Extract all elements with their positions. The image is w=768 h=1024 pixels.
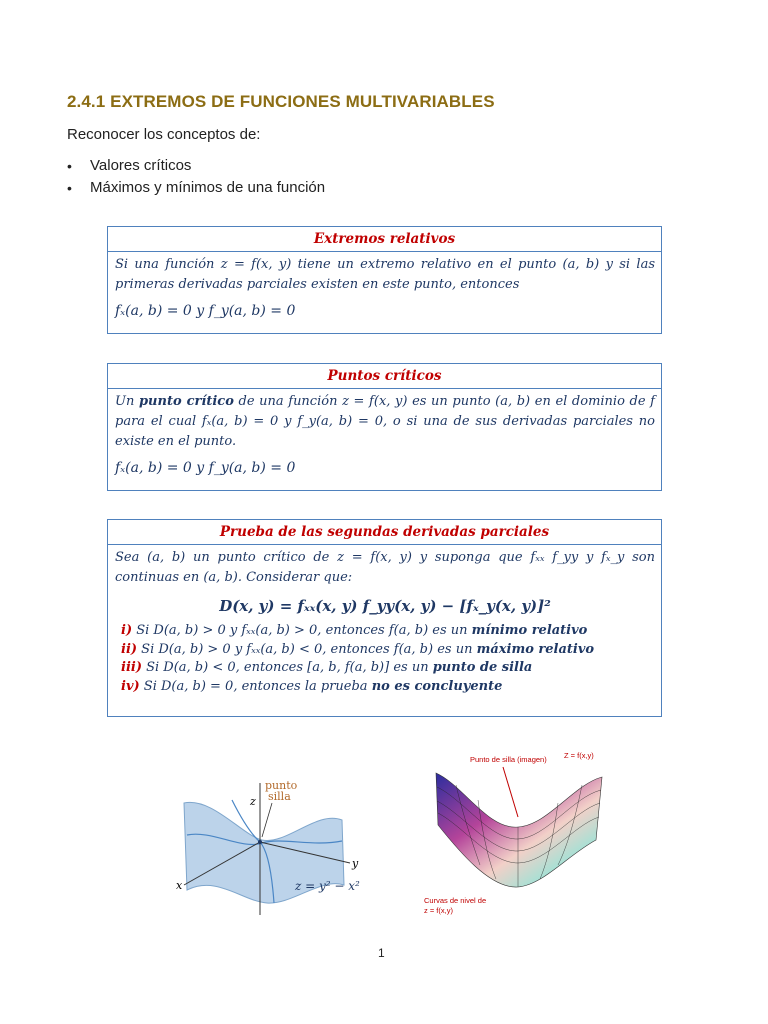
- intro-text: Reconocer los conceptos de:: [67, 126, 261, 143]
- condition-item: ii) Si D(a, b) > 0 y fₓₓ(a, b) < 0, entonces f(a, b) es un máximo relativo: [121, 641, 595, 657]
- condition-item: iii) Si D(a, b) < 0, entonces [a, b, f(a, b)] es un punto de silla: [121, 660, 533, 675]
- box-heading: Extremos relativos: [108, 227, 661, 252]
- contour-label-2: z = f(x,y): [424, 906, 453, 915]
- list-item: • Máximos y mínimos de una función: [67, 178, 325, 200]
- saddle-point-label-2: silla: [268, 790, 291, 803]
- contour-label-1: Curvas de nivel de: [424, 896, 487, 905]
- list-item: • Valores críticos: [67, 156, 325, 178]
- saddle-surface-figure: [172, 775, 367, 920]
- definition-text: Si una función z = f(x, y) tiene un extremo relativo en el punto (a, b) y si las primeras derivadas parciales existen en este punto, entonces: [115, 257, 655, 292]
- definition-text: Sea (a, b) un punto crítico de z = f(x, y) y suponga que fₓₓ f_yy y fₓ_y son continuas en (a, b). Considerar que:: [115, 550, 655, 585]
- surface-z-label: Z = f(x,y): [564, 751, 594, 760]
- axis-y-label: y: [352, 857, 359, 870]
- surface-equation: z = y² − x²: [295, 879, 360, 893]
- saddle-point-label: punto: [265, 779, 298, 792]
- relative-extrema-box: [107, 226, 662, 334]
- page-number: 1: [378, 946, 385, 960]
- page-title: 2.4.1 EXTREMOS DE FUNCIONES MULTIVARIABLES: [67, 92, 495, 111]
- formula: fₓ(a, b) = 0 y f_y(a, b) = 0: [115, 460, 296, 476]
- concept-list: [67, 156, 325, 200]
- discriminant-formula: D(x, y) = fₓₓ(x, y) f_yy(x, y) − [fₓ_y(x, y)]²: [219, 597, 551, 615]
- box-heading: Prueba de las segundas derivadas parciales: [108, 520, 661, 545]
- condition-item: iv) Si D(a, b) = 0, entonces la prueba no es concluyente: [121, 678, 503, 694]
- formula: fₓ(a, b) = 0 y f_y(a, b) = 0: [115, 303, 296, 319]
- axis-x-label: x: [176, 879, 183, 892]
- definition-text: Un punto crítico de una función z = f(x, y) es un punto (a, b) en el dominio de f para el cual fₓ(a, b) = 0 y f_y(a, b) = 0, o si una de sus derivadas parciales no existe en el punto.: [115, 394, 655, 449]
- condition-item: i) Si D(a, b) > 0 y fₓₓ(a, b) > 0, entonces f(a, b) es un mínimo relativo: [121, 623, 588, 638]
- axis-z-label: z: [250, 795, 256, 808]
- second-derivative-test-box: [107, 519, 662, 717]
- saddle-mesh-figure: [418, 745, 618, 920]
- box-heading: Puntos críticos: [108, 364, 661, 389]
- critical-points-box: [107, 363, 662, 491]
- saddle-image-label: Punto de silla (imagen): [470, 755, 547, 764]
